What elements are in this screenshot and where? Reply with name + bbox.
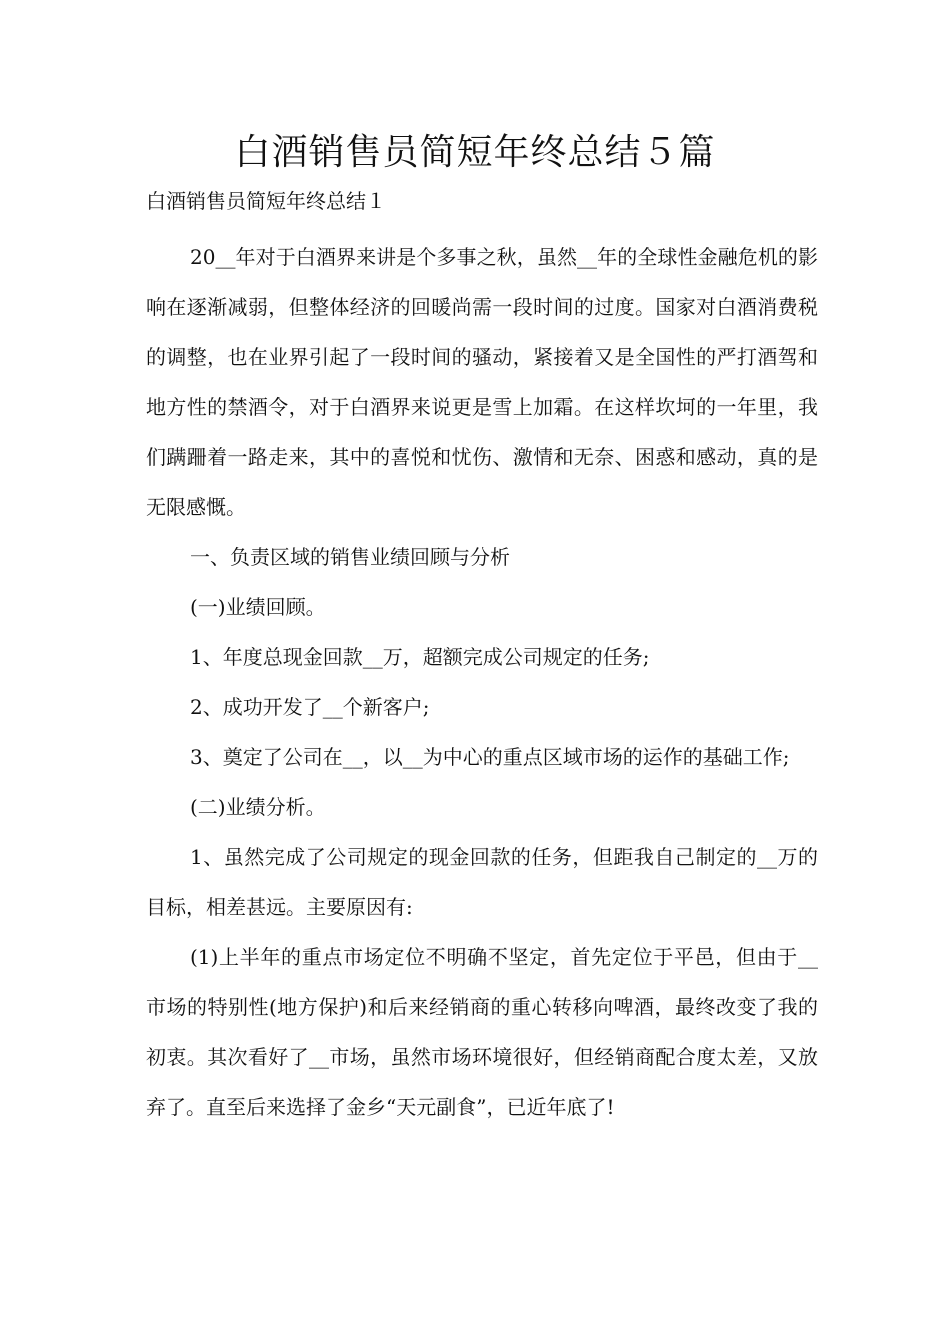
document-subtitle: 白酒销售员简短年终总结１ [146,189,386,213]
paragraph-intro: 20__年对于白酒界来讲是个多事之秋，虽然__年的全球性金融危机的影响在逐渐减弱，但整体经济的回暖尚需一段时间的过度。国家对白酒消费税的调整，也在业界引起了一段时间的骚动，紧接着又是全国性的严打酒驾和地方性的禁酒令，对于白酒界来说更是雪上加霜。在这样坎坷的一年里，我们蹒跚着一路走来，其中的喜悦和忧伤、激情和无奈、困惑和感动，真的是无限感慨。 [146,245,818,519]
paragraph-item-2: 2、成功开发了__个新客户; [190,695,430,719]
paragraph-item-3: 3、奠定了公司在__，以__为中心的重点区域市场的运作的基础工作; [190,745,790,769]
document-title: 白酒销售员简短年终总结５篇 [234,132,716,173]
paragraph-section-heading: 一、负责区域的销售业绩回顾与分析 [190,545,510,569]
document-body [146,232,818,1132]
paragraph-item-1: 1、年度总现金回款__万，超额完成公司规定的任务; [190,645,650,669]
paragraph-analysis-1-1: (1)上半年的重点市场定位不明确不坚定，首先定位于平邑，但由于__市场的特别性(地方保护)和后来经销商的重心转移向啤酒，最终改变了我的初衷。其次看好了__市场，虽然市场环境很好，但经销商配合度太差，又放弃了。直至后来选择了金乡“天元副食”，已近年底了! [146,945,818,1119]
paragraph-subheading-review: (一)业绩回顾。 [190,595,326,619]
paragraph-analysis-1: 1、虽然完成了公司规定的现金回款的任务，但距我自己制定的__万的目标，相差甚远。主要原因有: [146,845,818,919]
paragraph-subheading-analysis: (二)业绩分析。 [190,795,326,819]
